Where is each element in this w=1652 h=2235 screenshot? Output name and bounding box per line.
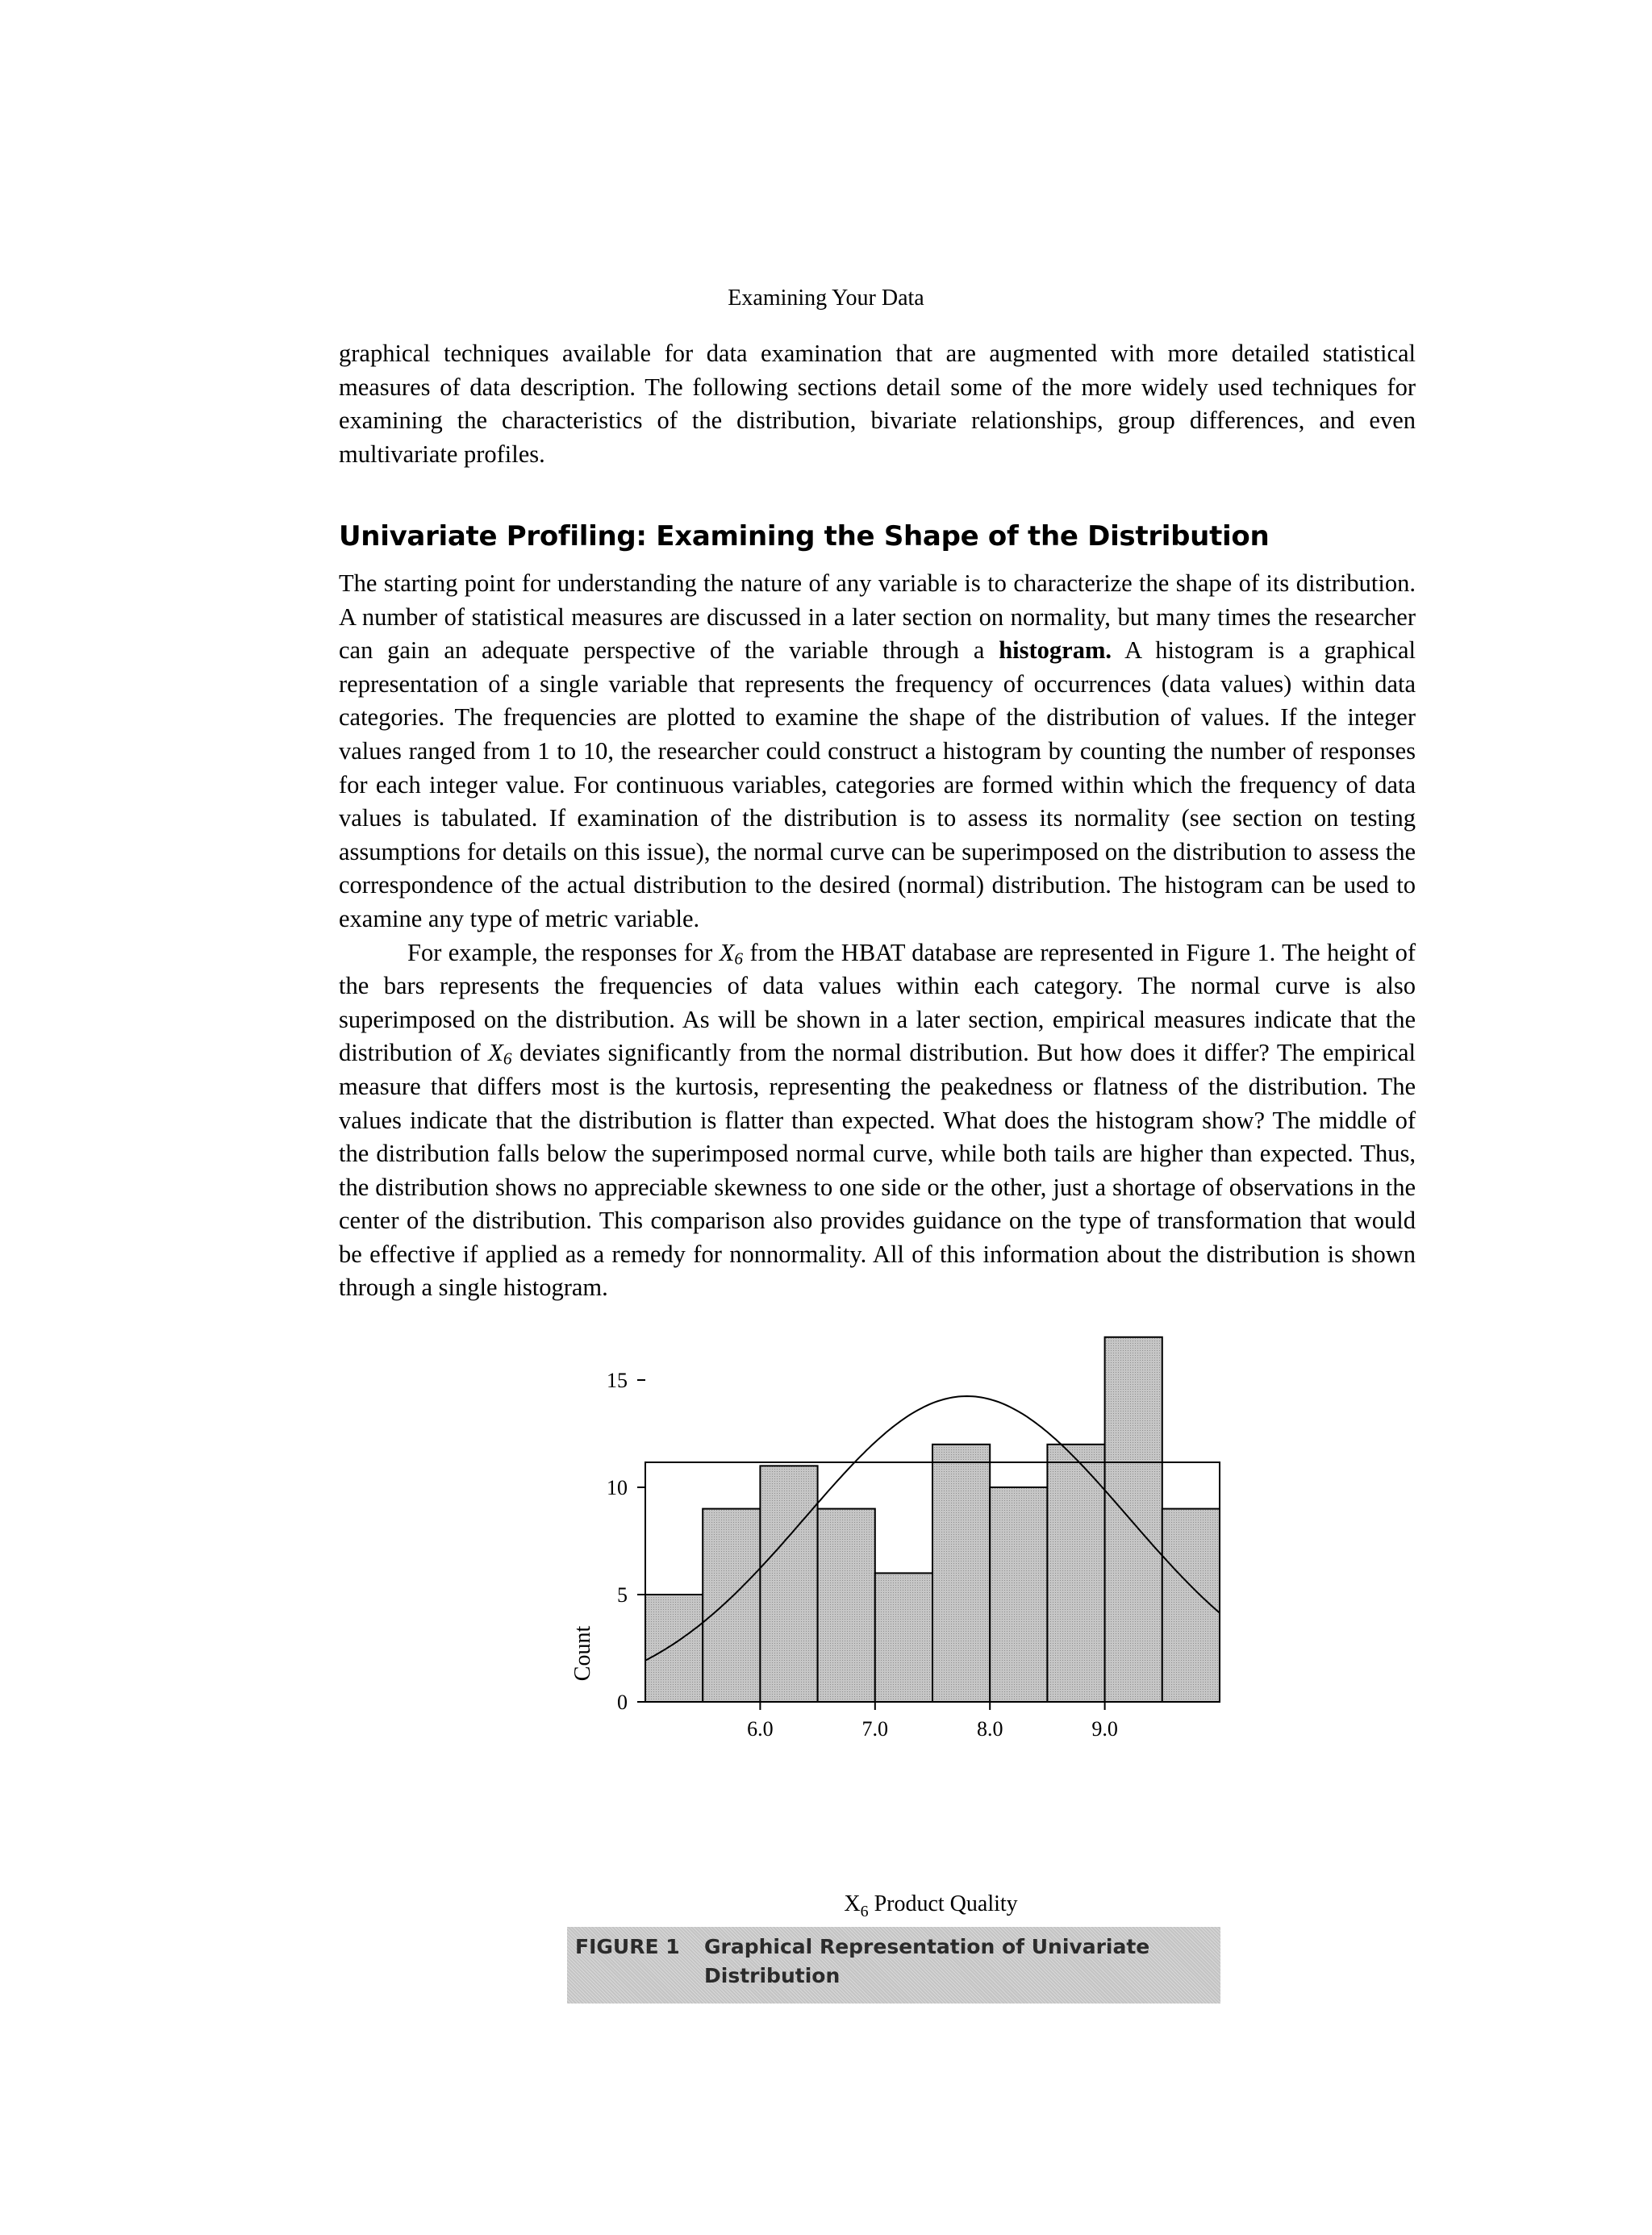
histogram-bar [932, 1445, 990, 1702]
running-header: Examining Your Data [728, 286, 924, 311]
variable-x6: $X_6$ [719, 938, 744, 969]
histogram-bar [645, 1595, 703, 1702]
paragraph-example [339, 936, 1416, 1306]
x-tick-label: 6.0 [747, 1717, 774, 1741]
x-tick-label: 9.0 [1091, 1717, 1118, 1741]
variable-x6: $X_6$ [488, 1039, 512, 1069]
x-tick-label: 7.0 [861, 1717, 889, 1741]
histogram-bar [818, 1509, 875, 1702]
figure-label: FIGURE 1 [575, 1935, 680, 1958]
histogram-bar [1047, 1445, 1104, 1702]
figure-title: Graphical Representation of Univariate Distribution [704, 1935, 1150, 1987]
histogram-bar [760, 1466, 817, 1702]
intro-paragraph-text: graphical techniques available for data examination that are augmented with more detailed statistical measures of data description. The following sections detail some of the more widely used techniques for examining the characteristics of the distribution, bivariate relationships, group differences, and even multivariate profiles. [339, 340, 1416, 468]
y-axis-label: Count [570, 1625, 595, 1682]
p1-text-before: The starting point for understanding the nature of any variable is to characterize the shape of its distribution. A number of statistical measures are discussed in a later section on normality, but many times the researcher can gain an adequate perspective of the variable through a [339, 569, 1416, 665]
histogram-bar [990, 1487, 1047, 1702]
figure-caption [567, 1927, 1220, 2004]
normal-curve [645, 1396, 1220, 1661]
p1-text-after: A histogram is a graphical representation of a single variable that represents the frequency of occurrences (data values) within data categories. The frequencies are plotted to examine the shape of the distribution of values. If the integer values ranged from 1 to 10, the researcher could construct a histogram by counting the number of responses for each integer value. For continuous variables, categories are formed within which the frequency of data values is tabulated. If examination of the distribution is to assess its normality (see section on testing assumptions for details on this issue), the normal curve can be superimposed on the distribution to assess the correspondence of the actual distribution to the desired (normal) distribution. The histogram can be used to examine any type of metric variable. [339, 636, 1416, 932]
p2-text-b: from the HBAT database are represented in Figure 1. The height of the bars represents the frequencies of data values within each category. The normal curve is also superimposed on the distribution. As will be shown in a later section, empirical measures indicate that the distribution of [339, 938, 1416, 1067]
p2-text-c: deviates significantly from the normal distribution. But how does it differ? The empirical measure that differs most is the kurtosis, representing the peakedness or flatness of the distribution. The values indicate that the distribution is flatter than expected. What does the histogram show? The middle of the distribution falls below the superimposed normal curve, while both tails are higher than expected. Thus, the distribution shows no appreciable skewness to one side or the other, just a shortage of observations in the center of the distribution. This comparison also provides guidance on the type of transformation that would be effective if applied as a remedy for nonnormality. All of this information about the distribution is shown through a single histogram. [339, 1039, 1416, 1302]
y-tick-label: 5 [617, 1583, 628, 1607]
x-tick-label: 8.0 [976, 1717, 1003, 1741]
p2-text-a: For example, the responses for [407, 938, 713, 966]
histogram-bar [1162, 1509, 1220, 1702]
section-body [339, 567, 1416, 1305]
plot-frame [645, 1462, 1220, 1702]
histogram-bar [875, 1573, 932, 1702]
y-tick-label: 15 [607, 1369, 628, 1392]
paragraph-histogram-definition [339, 567, 1416, 936]
intro-paragraph [339, 337, 1416, 471]
key-term-histogram: histogram. [999, 636, 1112, 665]
y-tick-label: 0 [617, 1691, 628, 1714]
histogram-bar [1105, 1337, 1162, 1702]
section-heading: Univariate Profiling: Examining the Shape of the Distribution [339, 520, 1270, 552]
x-axis-label: $X_6$ Product Quality [844, 1891, 1018, 1920]
histogram-bar [703, 1509, 760, 1702]
y-tick-label: 10 [607, 1476, 628, 1499]
